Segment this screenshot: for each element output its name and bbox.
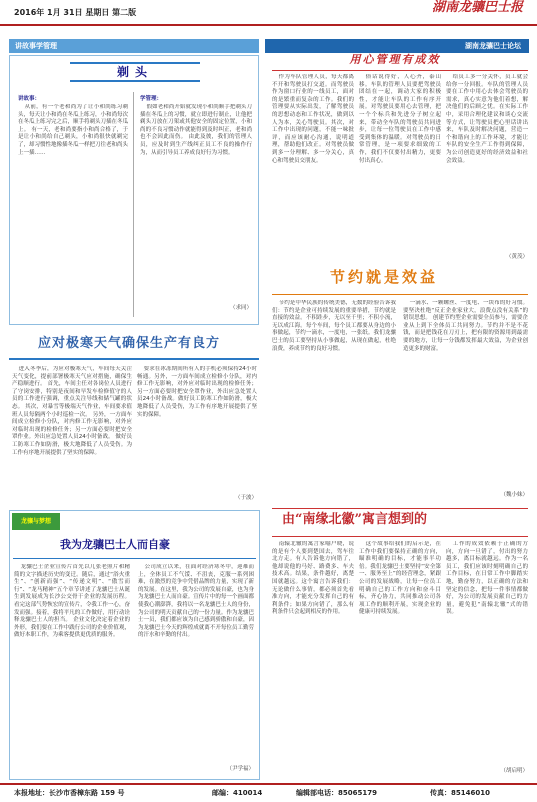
proud-title: 我为龙骧巴士人而自豪 (60, 538, 170, 551)
story-left-text: 从前，有一个老和尚为了让小和尚练习剃头，每天让小和尚在冬瓜上练习，小和尚每次在冬瓜上练习完之后，顺手将剃头刀插在冬瓜上。 有一天，老和尚要指小和尚合格了，于是让小和尚给自己剃头，小和尚很快就剃完了，却习惯性地像插冬瓜一样把刀往老和尚头上一插…… (18, 104, 128, 156)
cold-title-rule (9, 358, 259, 360)
section-strip-forum: 湖南龙骧巴士论坛 (265, 39, 529, 53)
thrift-title-rule (272, 294, 528, 295)
proud-text-col2: 公司成立以来，在面对经济寒冬中，迎难而上，全体员工不气馁、不沮丧，克服一系列困难，在激烈的竞争中凭借品牌的力量，实现了新的发展。在这里，我为公司的发展自豪，也为身为龙骧巴士人而自豪。宣传片中的每一个画面都使我心潮澎湃，我将以一名龙骧巴士人的身份，为公司的明天贡献自己的一份力量。作为龙骧巴士一员，我们都应该为自己感到骄傲和自豪，因为龙骧巴士今天的辉煌成就离不开每位员工勤劳的汗水和辛勤的付出。 (138, 564, 254, 639)
footer-fax: 传真：85146010 (430, 789, 490, 797)
proud-text-col1: 龙骧巴士企业宣传片首先以几张老照片和精简的文字描述历史的变迁。随后，通过“浴火重生”、“创新而强”、“传递文明”、“傲雪而行”、“龙马精神”五个章节讲述了龙骧巴士从诞生到发展成为长沙公交骨干企业的发展历程。 看完这部气势恢宏的宣传片，令我工作一心，奋发而强。接着，我将平凡的工作做好，用行动诠释龙骧巴士人的担当。 企业文化决定着企业的外形，我们要在工作中践行公司的企业价值观，做好本职工作，为乘客提供更优质的服务。 (14, 564, 130, 639)
mind-title: 用心管理有成效 (349, 53, 441, 66)
story-label-left: 讲故事： (18, 96, 41, 102)
story-right-text: 假如老和尚开始就发现小和尚顺手把剃头刀插在冬瓜上的习惯，就立即进行制止，让他把剃头刀放在刀架或其他安全的固定位置，小和尚的不良习惯动作就能得到及时纠正，老和尚也不会因此而伤。 由此及彼，我们的管理人员，应及时到生产线纠正员工不良的操作行为，从而引导员工养成良好行为习惯。 (140, 104, 252, 156)
section-strip-story: 讲故事学管理 (9, 39, 259, 53)
nanyuan-top-rule (272, 508, 528, 509)
nanyuan-text-col1: 南辕北辙的寓言家喻户晓，说的是有个人要到楚国去，驾车往北方走。有人告诉他方向错了，他却说他的马好、路费多、车夫技术高。结果，条件越好，离楚国就越远。这个寓言告诉我们：无论做什么事情，都必须首先看准方向，才能充分发挥自己的有利条件；如果方向错了，那么有利条件只会起到相反的作用。 (272, 541, 354, 616)
footer (0, 783, 537, 802)
mind-text-col2: 俗话说得好，人心齐，泰山移。车队的管理人员要把驾驶员团结在一起，调动大家的积极性，才能让车队的工作有序开展。对驾驶员要用心去管理，把一个个标兵和先进分子树立起来，带动全车队的驾驶员共同进步，让每一位驾驶员在工作中感受到集体的温暖。对驾驶员的日常管理，是一项要求细致的工作，我们不仅要付出精力，更要付出真心。 (359, 74, 441, 164)
cold-title: 应对极寒天气确保生产有良方 (38, 336, 221, 351)
nanyuan-signature: （胡启明） (500, 768, 528, 774)
nanyuan-title-rule (272, 536, 528, 537)
mind-title-rule (272, 70, 528, 71)
thrift-signature: （魏小妹） (500, 492, 528, 498)
issue-date: 2016年 1月 31日 星期日 第二版 (14, 8, 137, 17)
cold-text-col1: 进入冬季后，为应对极寒天气，车间每天关注天气变化，提前部署极寒天气应对措施，确保生产稳顺进行。 首先，车间主任对各岗位人员进行了守岗安排，特别是夜间和早发车检修值守的人员的工作进行强调，重点关注导线和储气罐的状态。 其次，对暴雪等极端天气作业，车间要求值班人员每隔两个小时巡检一次。 另外，一方面车间成立检修小分队，对内修工作无影响，对外应对临时出现的检修任务；另一方面必要时把安全罩作业。外出应急处置人员24小时备战。 做好员工防寒工作如防滑，极大地降低了人员受伤。为工作有序地开展提供了坚实的保障。 (12, 366, 132, 456)
mind-text-col1: 作为车队管理人员，每天都离不开和驾驶员打交道。而驾驶员作为窗口行业的一线员工，面对的是繁重而复杂的工作。我们的管理要从实际出发，了解驾驶员的思想动态和工作状况，做到以人为本，关心驾驶员。其次，对工作中出现的问题，不能一味批评，而应该耐心沟通，说明道理，帮助他们改正。对驾驶员做到多一分理解、多一分关心，真心和驾驶员交朋友。 (272, 74, 354, 164)
nanyuan-text-col2: 这个故事给我们的启示是，在工作中我们要保持正确的方向，瞄准明确的目标，才能事半功倍。我们龙骧巴士要坚持“安全第一、服务至上”的经营理念，紧跟公司的发展战略，让每一位员工明确自己的工作方向和奋斗目标，齐心协力，共同推动公司各项工作的顺利开展，实现企业的健康可持续发展。 (359, 541, 441, 616)
nanyuan-text-col3: 工作的成效依赖于正确的方向，方向一旦错了，付出的努力越多，离目标就越远。作为一名员工，我们应该时刻明确自己的工作目标，在日常工作中脚踏实地，勤奋努力，以正确的方法和坚定的信念，把每一件事情都做好，为公司的发展贡献自己的力量，避免犯“南辕北辙”式的错误。 (446, 541, 528, 616)
footer-phone: 编辑部电话：85065179 (296, 789, 377, 797)
thrift-text-col1: 节约是中华民族的传统美德，无数的经验告诉我们：节约是企业可持续发展的重要举措，节约就是直接的效益。不积跬步，无以至千里；不积小流，无以成江海。每个车间，每个员工都要从身边的小事做起，节约一滴水，一度电，一张纸。我们龙骧巴士的员工要坚持从小事做起，从现在做起，杜绝浪费，养成节约的良好习惯。 (272, 300, 396, 352)
proud-signature: （尹学福） (226, 766, 254, 772)
thrift-text-col2: 一滴水、一颗螺丝、一度电、一块布的好习惯。要坚决杜绝“反正企业家业大，浪费点没有关系”的错误思想。 创建节约型企业需要全员参与，需要企业从上到下全体员工共同努力。节约并不是不花钱，而是把钱花在刀刃上，把有限的资源用到最需要的地方，让每一分钱都发挥最大效益，为企业创造更多的财富。 (403, 300, 528, 352)
thrift-title: 节约就是效益 (330, 268, 439, 286)
proud-title-rule (13, 558, 256, 559)
cold-signature: （于波） (234, 495, 257, 501)
column-divider (133, 92, 134, 317)
mind-signature: （黄茂） (505, 254, 528, 260)
mind-text-col3: 给员工多一分关怀，员工就会给你一分回报。车队的管理人员要在工作中用心去体会驾驶员的需求，真心实意为他们着想，解决他们的后顾之忧。在实际工作中，采用合理化建议和谈心交流等方式，让驾驶员把心里话讲出来，车队及时解决问题，营造一个和谐向上的工作环境，才能让车队的安全生产工作得到保障，为公司创造更好的经济效益和社会效益。 (446, 74, 528, 164)
story-label-right: 学管理： (140, 96, 163, 102)
footer-address: 本报地址：长沙市香樟东路 159 号 (14, 789, 125, 797)
newspaper-logo: 湖南龙骧巴士报 (431, 0, 523, 15)
cold-text-col2: 要求在冰冻期间所有人的手机必须保持24小时畅通。另外，一方面车间成立检修小分队，对内修工作无影响，对外应对临时出现的检修任务；另一方面必要时把安全罩作业，外出应急处置人员24小时备战。做好员工防寒工作如防滑，极大地降低了人员受伤，为工作有序地开展提供了坚实的保障。 (137, 366, 257, 418)
story-title: 剃头 (70, 62, 200, 82)
column-tag: 龙骧与梦想 (12, 513, 60, 530)
story-signature: （求同） (229, 305, 252, 311)
nanyuan-title: 由“南缘北徽”寓言想到的 (282, 512, 427, 527)
footer-postcode: 邮编：410014 (212, 789, 263, 797)
